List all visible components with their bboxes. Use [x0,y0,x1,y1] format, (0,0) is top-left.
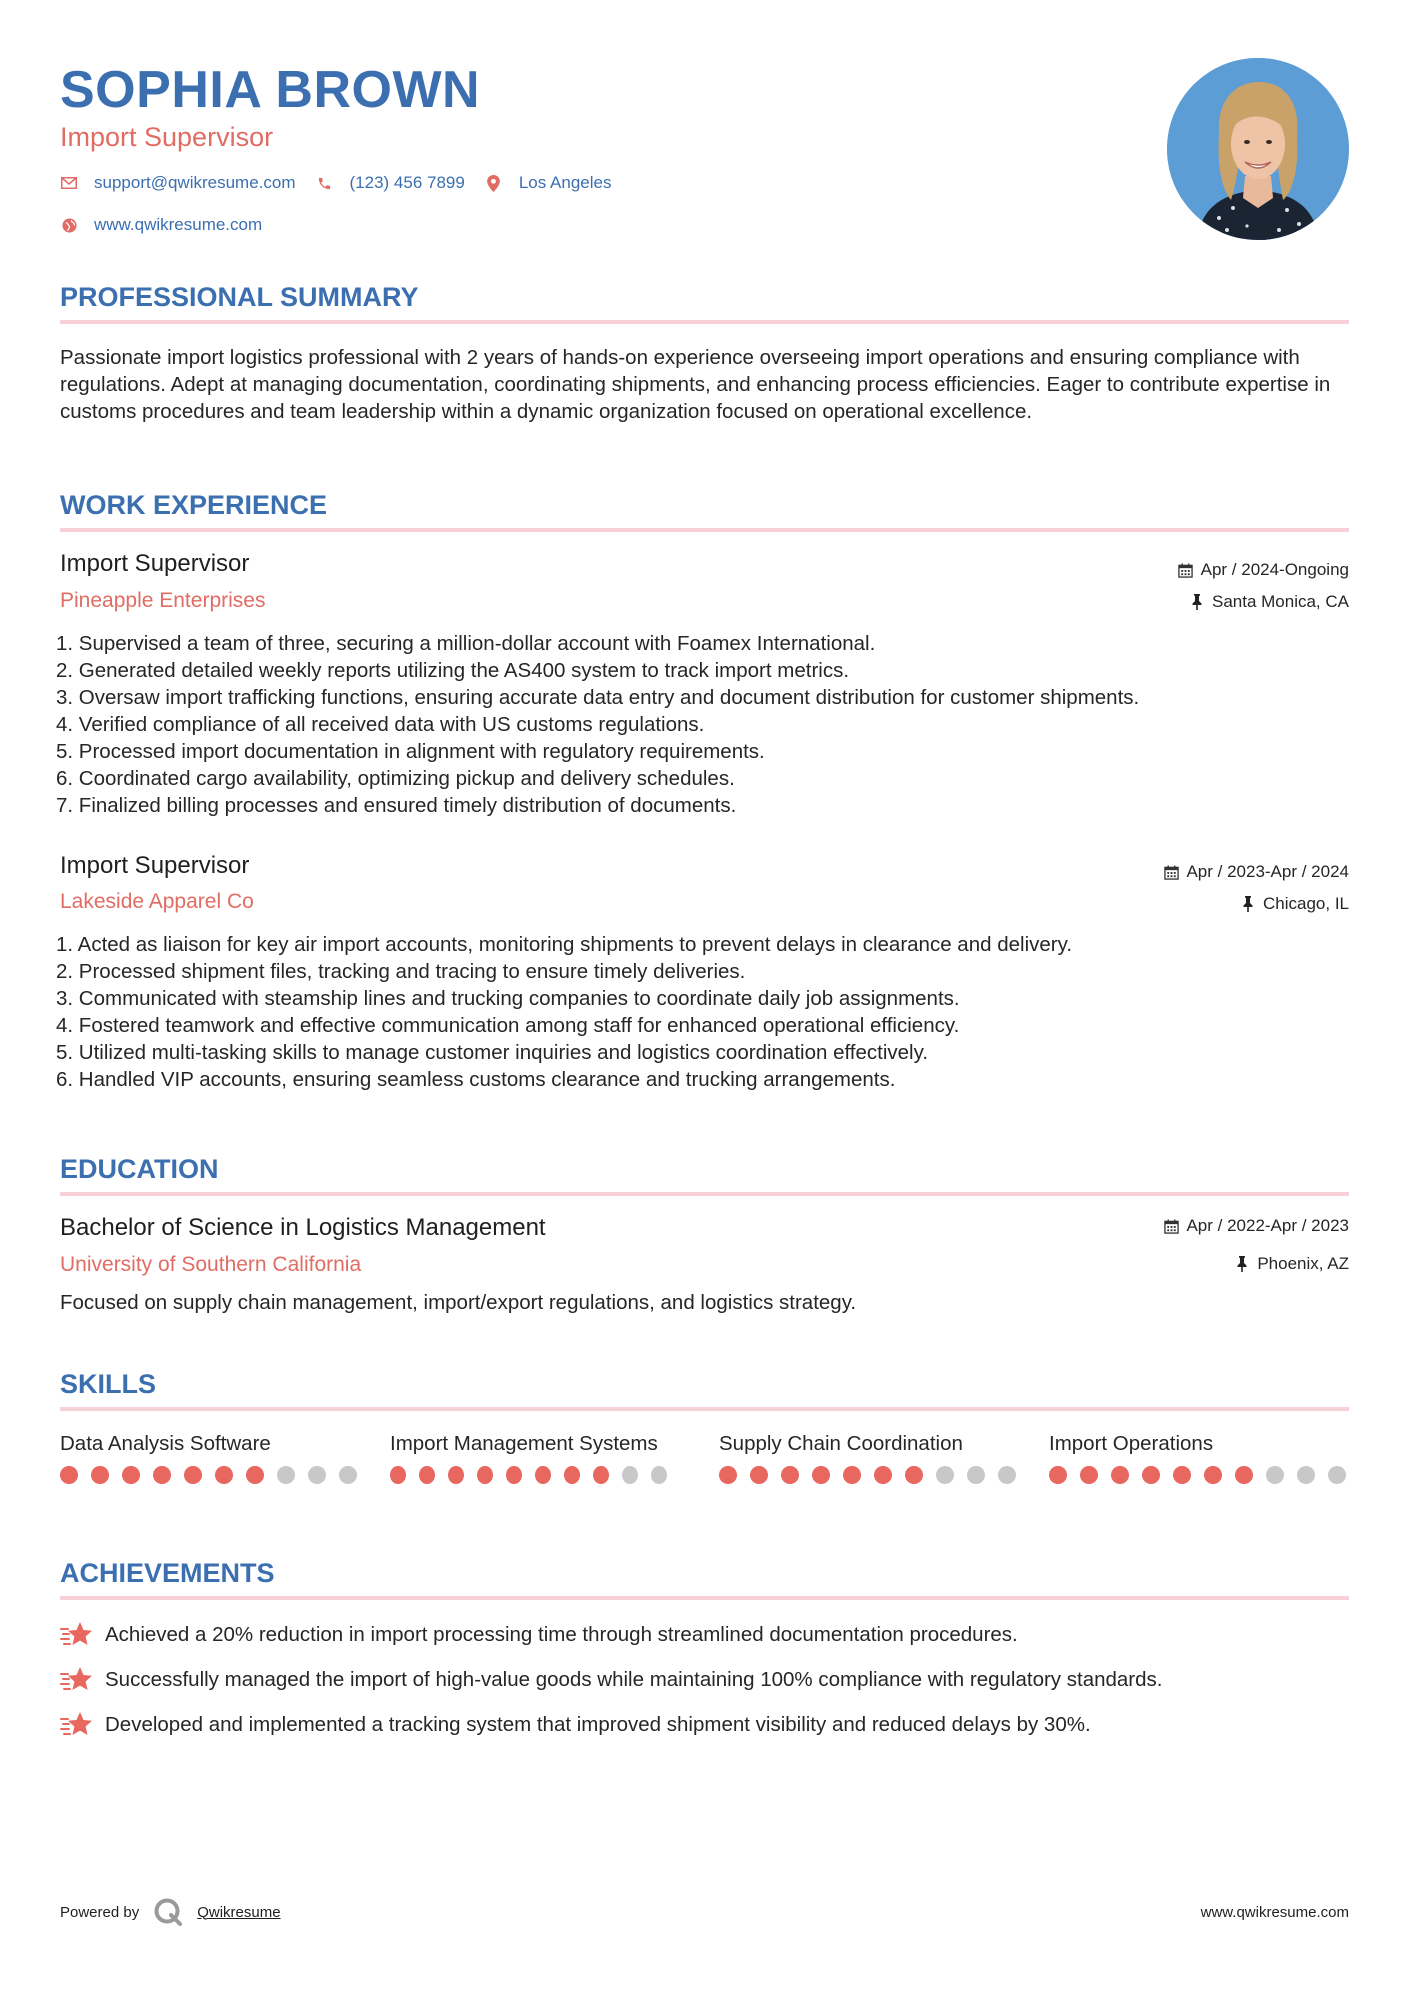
rating-dot-filled [153,1466,171,1484]
skill-name: Supply Chain Coordination [719,1432,963,1455]
summary-text: Passionate import logistics professional with 2 years of hands-on experience overseeing import operations and ensuring compliance with regulations. Adept at managing documentation, coordinating shipments, and enhancing process efficiencies. Eager to contribute expertise in customs procedures and team leadership within a dynamic organization focused on operational excellence. [60,346,1331,423]
rating-dot-filled [122,1466,140,1484]
star-icon [60,1620,93,1650]
achievement-text: Developed and implemented a tracking system that improved shipment visibility and reduced delays by 30%. [105,1713,1091,1736]
experience-divider [60,528,1349,532]
list-item: 3. Oversaw import trafficking functions, ensuring accurate data entry and document distribution for customer shipments. [56,686,1140,709]
skill-rating [390,1466,680,1484]
rating-dot-filled [506,1466,522,1484]
skill-name: Import Management Systems [390,1432,658,1455]
job-bullets [56,931,1356,1093]
rating-dot-filled [750,1466,768,1484]
qwikresume-logo-icon [153,1897,183,1927]
calendar-icon [1177,561,1195,579]
summary-divider [60,320,1349,324]
job-dates-text: Apr / 2023-Apr / 2024 [1186,862,1349,881]
job-location-text: Santa Monica, CA [1211,592,1349,611]
rating-dot-filled [812,1466,830,1484]
job-title: Import Supervisor [60,852,250,879]
summary-heading: PROFESSIONAL SUMMARY [60,282,419,312]
rating-dot-filled [1142,1466,1160,1484]
calendar-icon [1162,863,1180,881]
rating-dot-filled [246,1466,264,1484]
achievement-text: Successfully managed the import of high-value goods while maintaining 100% compliance with regulatory standards. [105,1668,1163,1691]
rating-dot-filled [535,1466,551,1484]
rating-dot-empty [998,1466,1016,1484]
rating-dot-filled [781,1466,799,1484]
rating-dot-filled [905,1466,923,1484]
rating-dot-filled [390,1466,406,1484]
skill-supply-chain [719,1430,1029,1484]
education-location [1233,1253,1349,1275]
location-text: Los Angeles [518,173,612,192]
education-description: Focused on supply chain management, import/export regulations, and logistics strategy. [60,1291,857,1314]
list-item: 1. Acted as liaison for key air import accounts, monitoring shipments to prevent delays in clearance and delivery. [56,933,1073,956]
rating-dot-empty [967,1466,985,1484]
rating-dot-filled [448,1466,464,1484]
rating-dot-filled [843,1466,861,1484]
skills-heading: SKILLS [60,1369,157,1399]
job-dates [1162,861,1349,883]
star-icon [60,1665,93,1695]
job-dates-text: Apr / 2024-Ongoing [1200,560,1349,579]
list-item: 5. Utilized multi-tasking skills to manage customer inquiries and logistics coordination effectively. [56,1041,929,1064]
job-location [1188,591,1349,613]
footer-url[interactable]: www.qwikresume.com [1200,1904,1349,1921]
achievement-item [60,1620,1018,1650]
email-link[interactable]: support@qwikresume.com [94,173,296,192]
pushpin-icon [1239,895,1257,913]
globe-icon [60,216,78,234]
rating-dot-filled [1235,1466,1253,1484]
rating-dot-filled [477,1466,493,1484]
rating-dot-filled [419,1466,435,1484]
company-name: Pineapple Enterprises [60,589,266,612]
skill-name: Import Operations [1049,1432,1214,1455]
skill-rating [60,1466,370,1484]
list-item: 7. Finalized billing processes and ensured timely distribution of documents. [56,794,737,817]
education-dates-text: Apr / 2022-Apr / 2023 [1186,1216,1349,1235]
candidate-name: SOPHIA BROWN [60,61,481,119]
rating-dot-filled [1111,1466,1129,1484]
job-title: Import Supervisor [60,550,250,577]
rating-dot-filled [564,1466,580,1484]
qwikresume-link[interactable]: Qwikresume [197,1903,281,1921]
education-location-text: Phoenix, AZ [1257,1254,1349,1273]
list-item: 5. Processed import documentation in alignment with regulatory requirements. [56,740,765,763]
rating-dot-empty [277,1466,295,1484]
list-item: 2. Processed shipment files, tracking and tracing to ensure timely deliveries. [56,960,746,983]
powered-by [60,1897,281,1927]
phone-number[interactable]: (123) 456 7899 [349,173,465,192]
list-item: 4. Verified compliance of all received data with US customs regulations. [56,713,705,736]
phone-icon [316,174,334,192]
rating-dot-empty [1266,1466,1284,1484]
skill-rating [1049,1466,1359,1484]
achievement-item [60,1710,1091,1740]
list-item: 1. Supervised a team of three, securing a million-dollar account with Foamex International. [56,632,876,655]
contact-row-primary [60,173,631,193]
map-pin-icon [485,174,503,192]
rating-dot-empty [651,1466,667,1484]
rating-dot-filled [60,1466,78,1484]
job-location-text: Chicago, IL [1263,894,1349,913]
skill-data-analysis [60,1430,370,1484]
candidate-title: Import Supervisor [60,122,274,152]
achievement-item [60,1665,1162,1695]
degree-title: Bachelor of Science in Logistics Management [60,1214,546,1241]
rating-dot-empty [1297,1466,1315,1484]
skill-import-operations [1049,1430,1359,1484]
powered-by-label: Powered by [60,1903,140,1921]
list-item: 6. Handled VIP accounts, ensuring seamless customs clearance and trucking arrangements. [56,1068,896,1091]
rating-dot-empty [936,1466,954,1484]
rating-dot-filled [184,1466,202,1484]
envelope-icon [60,174,78,192]
rating-dot-filled [91,1466,109,1484]
skill-name: Data Analysis Software [60,1432,271,1455]
list-item: 2. Generated detailed weekly reports utilizing the AS400 system to track import metrics. [56,659,850,682]
achievements-divider [60,1596,1349,1600]
pushpin-icon [1233,1255,1251,1273]
rating-dot-filled [1173,1466,1191,1484]
rating-dot-empty [339,1466,357,1484]
job-location [1239,893,1349,915]
pushpin-icon [1188,593,1206,611]
job-bullets [56,630,1356,819]
skills-divider [60,1407,1349,1411]
rating-dot-filled [1080,1466,1098,1484]
rating-dot-empty [308,1466,326,1484]
rating-dot-empty [1328,1466,1346,1484]
job-dates [1177,559,1349,581]
list-item: 4. Fostered teamwork and effective communication among staff for enhanced operational efficiency. [56,1014,960,1037]
company-name: Lakeside Apparel Co [60,890,254,913]
calendar-icon [1162,1217,1180,1235]
education-dates [1162,1215,1349,1237]
education-heading: EDUCATION [60,1154,219,1184]
star-icon [60,1710,93,1740]
achievements-heading: ACHIEVEMENTS [60,1558,275,1588]
achievement-text: Achieved a 20% reduction in import processing time through streamlined documentation procedures. [105,1623,1018,1646]
rating-dot-filled [1049,1466,1067,1484]
rating-dot-filled [215,1466,233,1484]
experience-heading: WORK EXPERIENCE [60,490,328,520]
rating-dot-empty [622,1466,638,1484]
education-divider [60,1192,1349,1196]
list-item: 6. Coordinated cargo availability, optimizing pickup and delivery schedules. [56,767,735,790]
website-link[interactable]: www.qwikresume.com [94,215,263,234]
skill-rating [719,1466,1029,1484]
school-name: University of Southern California [60,1253,362,1276]
rating-dot-filled [593,1466,609,1484]
rating-dot-filled [719,1466,737,1484]
list-item: 3. Communicated with steamship lines and trucking companies to coordinate daily job assignments. [56,987,960,1010]
skill-import-management [390,1430,680,1484]
contact-row-secondary [60,215,282,235]
rating-dot-filled [1204,1466,1222,1484]
profile-photo [1167,58,1349,240]
rating-dot-filled [874,1466,892,1484]
